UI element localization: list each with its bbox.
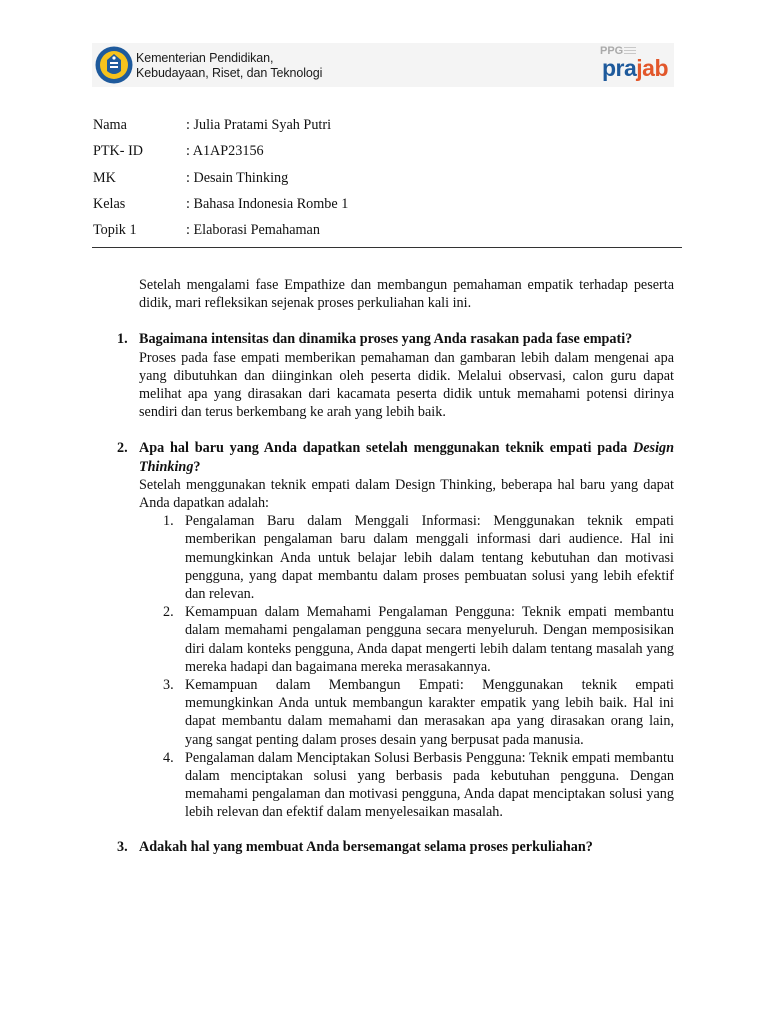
question-1 [117, 330, 674, 421]
prajab-part-2: jab [636, 55, 669, 81]
question-title: Bagaimana intensitas dan dinamika proses yang Anda rasakan pada fase empati? [139, 331, 633, 348]
intro-paragraph: Setelah mengalami fase Empathize dan membangun pemahaman empatik terhadap peserta didik, mari refleksikan sejenak proses perkuliahan kali ini. [139, 277, 674, 312]
question-title-suffix: ? [193, 458, 201, 475]
question-number: 1. [117, 331, 128, 348]
identity-value: : Julia Pratami Syah Putri [186, 117, 332, 133]
list-item [163, 676, 674, 749]
document-body [117, 276, 674, 856]
identity-label: PTK- ID [93, 143, 144, 160]
list-item-text: Pengalaman Baru dalam Menggali Informasi: Menggunakan teknik empati memberikan pengalaman baru dalam menggali informasi dari audience. Hal ini memungkinkan Anda untuk belajar lebih dalam tentang kebutuhan dan motivasi pengguna, yang dapat membantu dalam proses pembuatan solusi yang lebih efektif dan relevan. [185, 513, 674, 603]
question-title-prefix: Apa hal baru yang Anda dapatkan setelah menggunakan teknik empati pada [139, 440, 633, 457]
prajab-wordmark [602, 55, 668, 82]
ppg-label: PPG [600, 45, 624, 57]
ppg-prajab-logo [594, 43, 674, 87]
spacer [139, 822, 674, 838]
identity-value: : Bahasa Indonesia Rombe 1 [186, 195, 349, 212]
identity-label: Topik 1 [93, 222, 137, 239]
identity-value: : A1AP23156 [186, 143, 264, 160]
ministry-name [136, 51, 322, 81]
numbered-list [163, 512, 674, 821]
question-3 [117, 838, 674, 856]
question-answer: Proses pada fase empati memberikan pemahaman dan gambaran lebih dalam mengenai apa yang dibutuhkan dan diinginkan oleh peserta didik. Melalui observasi, calon guru dapat melihat apa yang dirasakan dari kacamata peserta didik untuk memahami potensi dirinya sendiri dan terus berkembang ke arah yang lebih baik. [139, 349, 674, 421]
list-item-text: Pengalaman dalam Menciptakan Solusi Berbasis Pengguna: Teknik empati membantu dalam menciptakan solusi yang berbasis pada kebutuhan pengguna. Dengan memahami pengalaman dan motivasi pengguna, Anda dapat menciptakan solusi yang lebih relevan dan efektif dalam menyelesaikan masalah. [185, 749, 674, 821]
list-item-number: 2. [163, 604, 174, 621]
ministry-line-2: Kebudayaan, Riset, dan Teknologi [136, 66, 323, 80]
prajab-part-1: pra [602, 55, 637, 81]
ministry-line-1: Kementerian Pendidikan, [136, 51, 274, 65]
list-item-number: 4. [163, 749, 174, 766]
list-item-number: 3. [163, 677, 174, 694]
question-number: 2. [117, 440, 128, 457]
identity-value: : Elaborasi Pemahaman [186, 222, 320, 239]
question-title [139, 439, 674, 475]
kemdikbud-logo-icon [94, 45, 134, 85]
identity-label: Nama [93, 117, 127, 133]
question-answer-intro: Setelah menggunakan teknik empati dalam Design Thinking, beberapa hal baru yang dapat Anda dapatkan adalah: [139, 476, 674, 512]
header-banner [92, 43, 674, 87]
list-item-text: Kemampuan dalam Memahami Pengalaman Pengguna: Teknik empati membantu dalam memahami pengalaman pengguna secara menyeluruh. Dengan memposisikan diri dalam konteks pengguna, Anda dapat mengerti lebih dalam tentang masalah yang mereka hadapi dan bagaimana mereka merasakannya. [185, 604, 674, 675]
list-item [163, 603, 674, 676]
question-2 [117, 439, 674, 837]
header-divider [92, 247, 682, 248]
question-title: Adakah hal yang membuat Anda bersemangat selama proses perkuliahan? [139, 838, 593, 855]
identity-label: Kelas [93, 195, 126, 212]
identity-label: MK [93, 169, 116, 186]
question-title-italic: Design Thinking [139, 440, 674, 475]
list-item-text: Kemampuan dalam Membangun Empati: Menggunakan teknik empati memungkinkan Anda untuk membangun karakter empatik yang lebih baik. Hal ini dapat membantu dalam memahami dan merasakan apa yang dirasakan orang lain, yang sangat penting dalam proses desain yang berpusat pada manusia. [185, 677, 674, 748]
list-item-number: 1. [163, 513, 174, 530]
list-item [163, 749, 674, 822]
question-number: 3. [117, 838, 128, 855]
list-item [163, 512, 674, 603]
identity-value: : Desain Thinking [186, 169, 289, 186]
